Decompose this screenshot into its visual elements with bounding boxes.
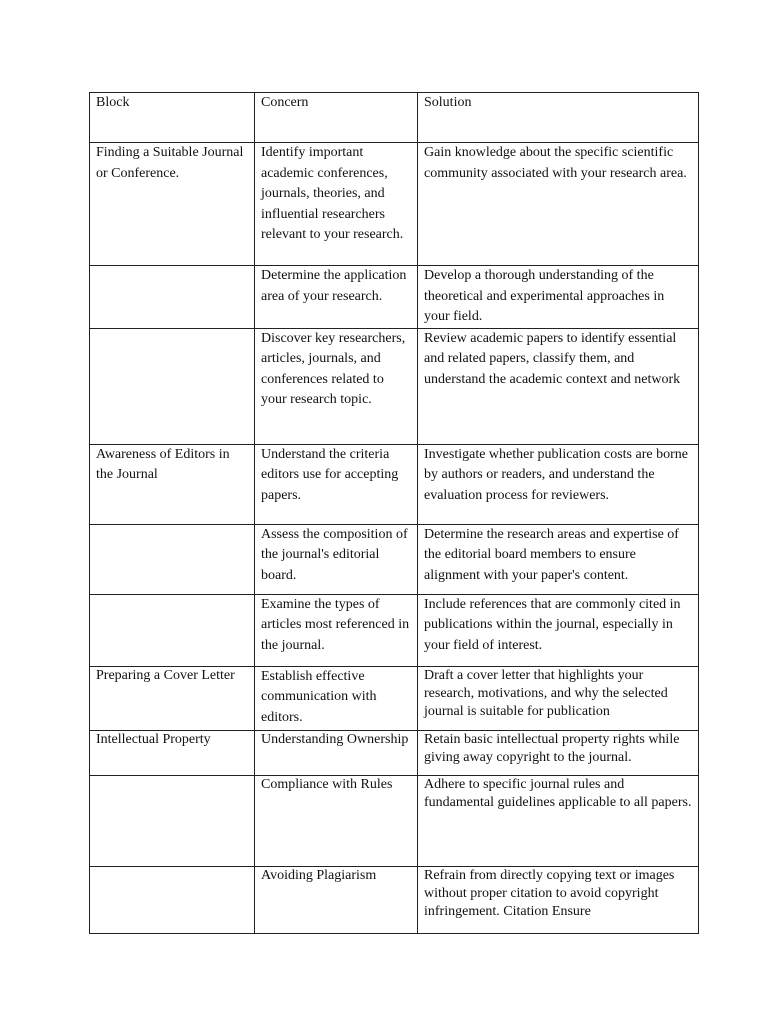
concern-cell: Establish effective communication with editors. bbox=[255, 666, 418, 730]
block-cell: Preparing a Cover Letter bbox=[90, 666, 255, 730]
solution-cell: Investigate whether publication costs are borne by authors or readers, and understand the evaluation process for reviewers. bbox=[418, 444, 699, 524]
concern-cell: Understanding Ownership bbox=[255, 730, 418, 775]
table-row bbox=[90, 866, 699, 933]
header-block: Block bbox=[90, 93, 255, 143]
block-cell: Intellectual Property bbox=[90, 730, 255, 775]
block-cell bbox=[90, 328, 255, 444]
solution-cell: Refrain from directly copying text or images without proper citation to avoid copyright infringement. Citation Ensure bbox=[418, 866, 699, 933]
table-row bbox=[90, 775, 699, 866]
concern-cell: Determine the application area of your research. bbox=[255, 266, 418, 329]
block-cell bbox=[90, 775, 255, 866]
solution-cell: Review academic papers to identify essential and related papers, classify them, and understand the academic context and network bbox=[418, 328, 699, 444]
table-row bbox=[90, 730, 699, 775]
concern-cell: Assess the composition of the journal's editorial board. bbox=[255, 524, 418, 594]
solution-cell: Develop a thorough understanding of the theoretical and experimental approaches in your field. bbox=[418, 266, 699, 329]
solution-cell: Determine the research areas and expertise of the editorial board members to ensure alignment with your paper's content. bbox=[418, 524, 699, 594]
table-row bbox=[90, 666, 699, 730]
block-cell bbox=[90, 266, 255, 329]
concern-cell: Avoiding Plagiarism bbox=[255, 866, 418, 933]
block-cell bbox=[90, 594, 255, 666]
content-table bbox=[89, 92, 699, 934]
table-row bbox=[90, 143, 699, 266]
concern-cell: Compliance with Rules bbox=[255, 775, 418, 866]
solution-cell: Gain knowledge about the specific scientific community associated with your research area. bbox=[418, 143, 699, 266]
table-header-row bbox=[90, 93, 699, 143]
concern-cell: Understand the criteria editors use for accepting papers. bbox=[255, 444, 418, 524]
block-cell bbox=[90, 866, 255, 933]
block-cell: Finding a Suitable Journal or Conference. bbox=[90, 143, 255, 266]
concern-cell: Discover key researchers, articles, journals, and conferences related to your research topic. bbox=[255, 328, 418, 444]
table-row bbox=[90, 266, 699, 329]
table-row bbox=[90, 524, 699, 594]
header-solution: Solution bbox=[418, 93, 699, 143]
block-cell: Awareness of Editors in the Journal bbox=[90, 444, 255, 524]
solution-cell: Retain basic intellectual property rights while giving away copyright to the journal. bbox=[418, 730, 699, 775]
solution-cell: Adhere to specific journal rules and fundamental guidelines applicable to all papers. bbox=[418, 775, 699, 866]
concern-cell: Examine the types of articles most referenced in the journal. bbox=[255, 594, 418, 666]
block-cell bbox=[90, 524, 255, 594]
table-row bbox=[90, 444, 699, 524]
table-row bbox=[90, 594, 699, 666]
solution-cell: Include references that are commonly cited in publications within the journal, especially in your field of interest. bbox=[418, 594, 699, 666]
concern-cell: Identify important academic conferences, journals, theories, and influential researchers relevant to your research. bbox=[255, 143, 418, 266]
solution-cell: Draft a cover letter that highlights your research, motivations, and why the selected journal is suitable for publication bbox=[418, 666, 699, 730]
table-row bbox=[90, 328, 699, 444]
header-concern: Concern bbox=[255, 93, 418, 143]
